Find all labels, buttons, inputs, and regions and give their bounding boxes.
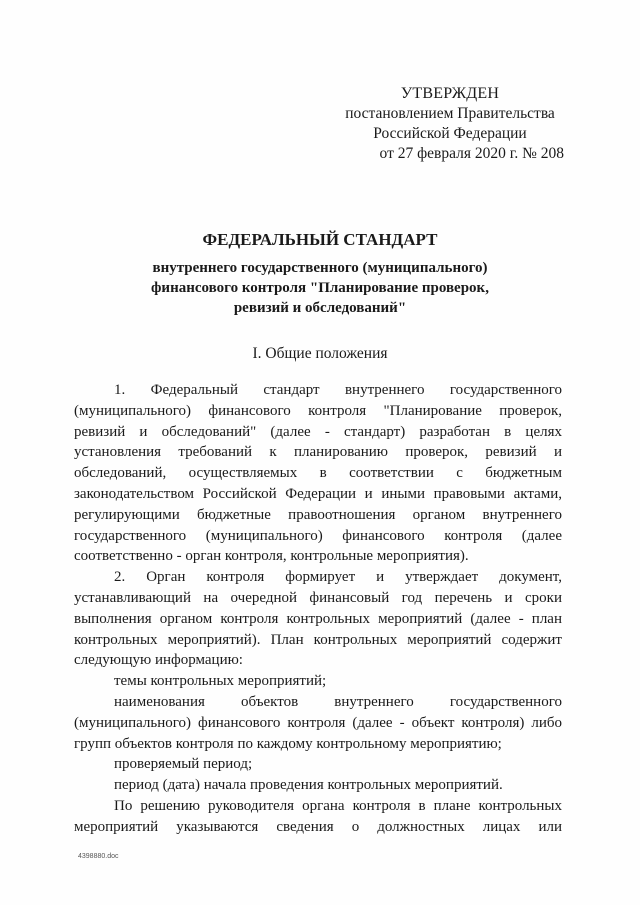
approval-line-3: от 27 февраля 2020 г. № 208	[379, 145, 564, 162]
document-title: ФЕДЕРАЛЬНЫЙ СТАНДАРТ	[202, 230, 438, 249]
list-item-objects: наименования объектов внутреннего государственного (муниципального) финансового контроля (далее - объект контроля) либо групп объектов контроля по каждому контрольному мероприятию;	[74, 693, 562, 752]
subtitle-line-1: внутреннего государственного (муниципального)	[152, 260, 488, 276]
list-item-start-date: период (дата) начала проведения контрольных мероприятий.	[114, 777, 503, 794]
section-heading: I. Общие положения	[252, 345, 388, 362]
paragraph-2: 2. Орган контроля формирует и утверждает документ, устанавливающий на очередной финансовый год перечень и сроки выполнения органом контроля контрольных мероприятий (далее - план контрольных мероприятий). План контрольных мероприятий содержит следующую информацию:	[74, 569, 562, 669]
paragraph-3: По решению руководителя органа контроля в плане контрольных мероприятий указываются сведения о должностных лицах или	[74, 797, 562, 835]
document-body	[74, 380, 562, 838]
document-subtitle	[90, 258, 550, 318]
approval-heading: УТВЕРЖДЕН	[400, 85, 500, 102]
subtitle-line-3: ревизий и обследований"	[233, 300, 407, 316]
list-item-topics: темы контрольных мероприятий;	[114, 673, 327, 690]
approval-line-2: Российской Федерации	[373, 125, 527, 142]
approval-line-1: постановлением Правительства	[345, 105, 555, 122]
list-item-period: проверяемый период;	[114, 756, 253, 773]
subtitle-line-2: финансового контроля "Планирование проверок,	[151, 280, 489, 296]
paragraph-1: 1. Федеральный стандарт внутреннего государственного (муниципального) финансового контроля "Планирование проверок, ревизий и обследований" (далее - стандарт) разработан в целях установления требований к планированию проверок, ревизий и обследований, осуществляемых в соответствии с бюджетным законодательством Российской Федерации и иными правовыми актами, регулирующими бюджетные правоотношения органом внутреннего государственного (муниципального) финансового контроля (далее соответственно - орган контроля, контрольные мероприятия).	[74, 382, 562, 565]
file-footer: 4398880.doc	[78, 853, 119, 860]
approval-block	[330, 84, 570, 164]
